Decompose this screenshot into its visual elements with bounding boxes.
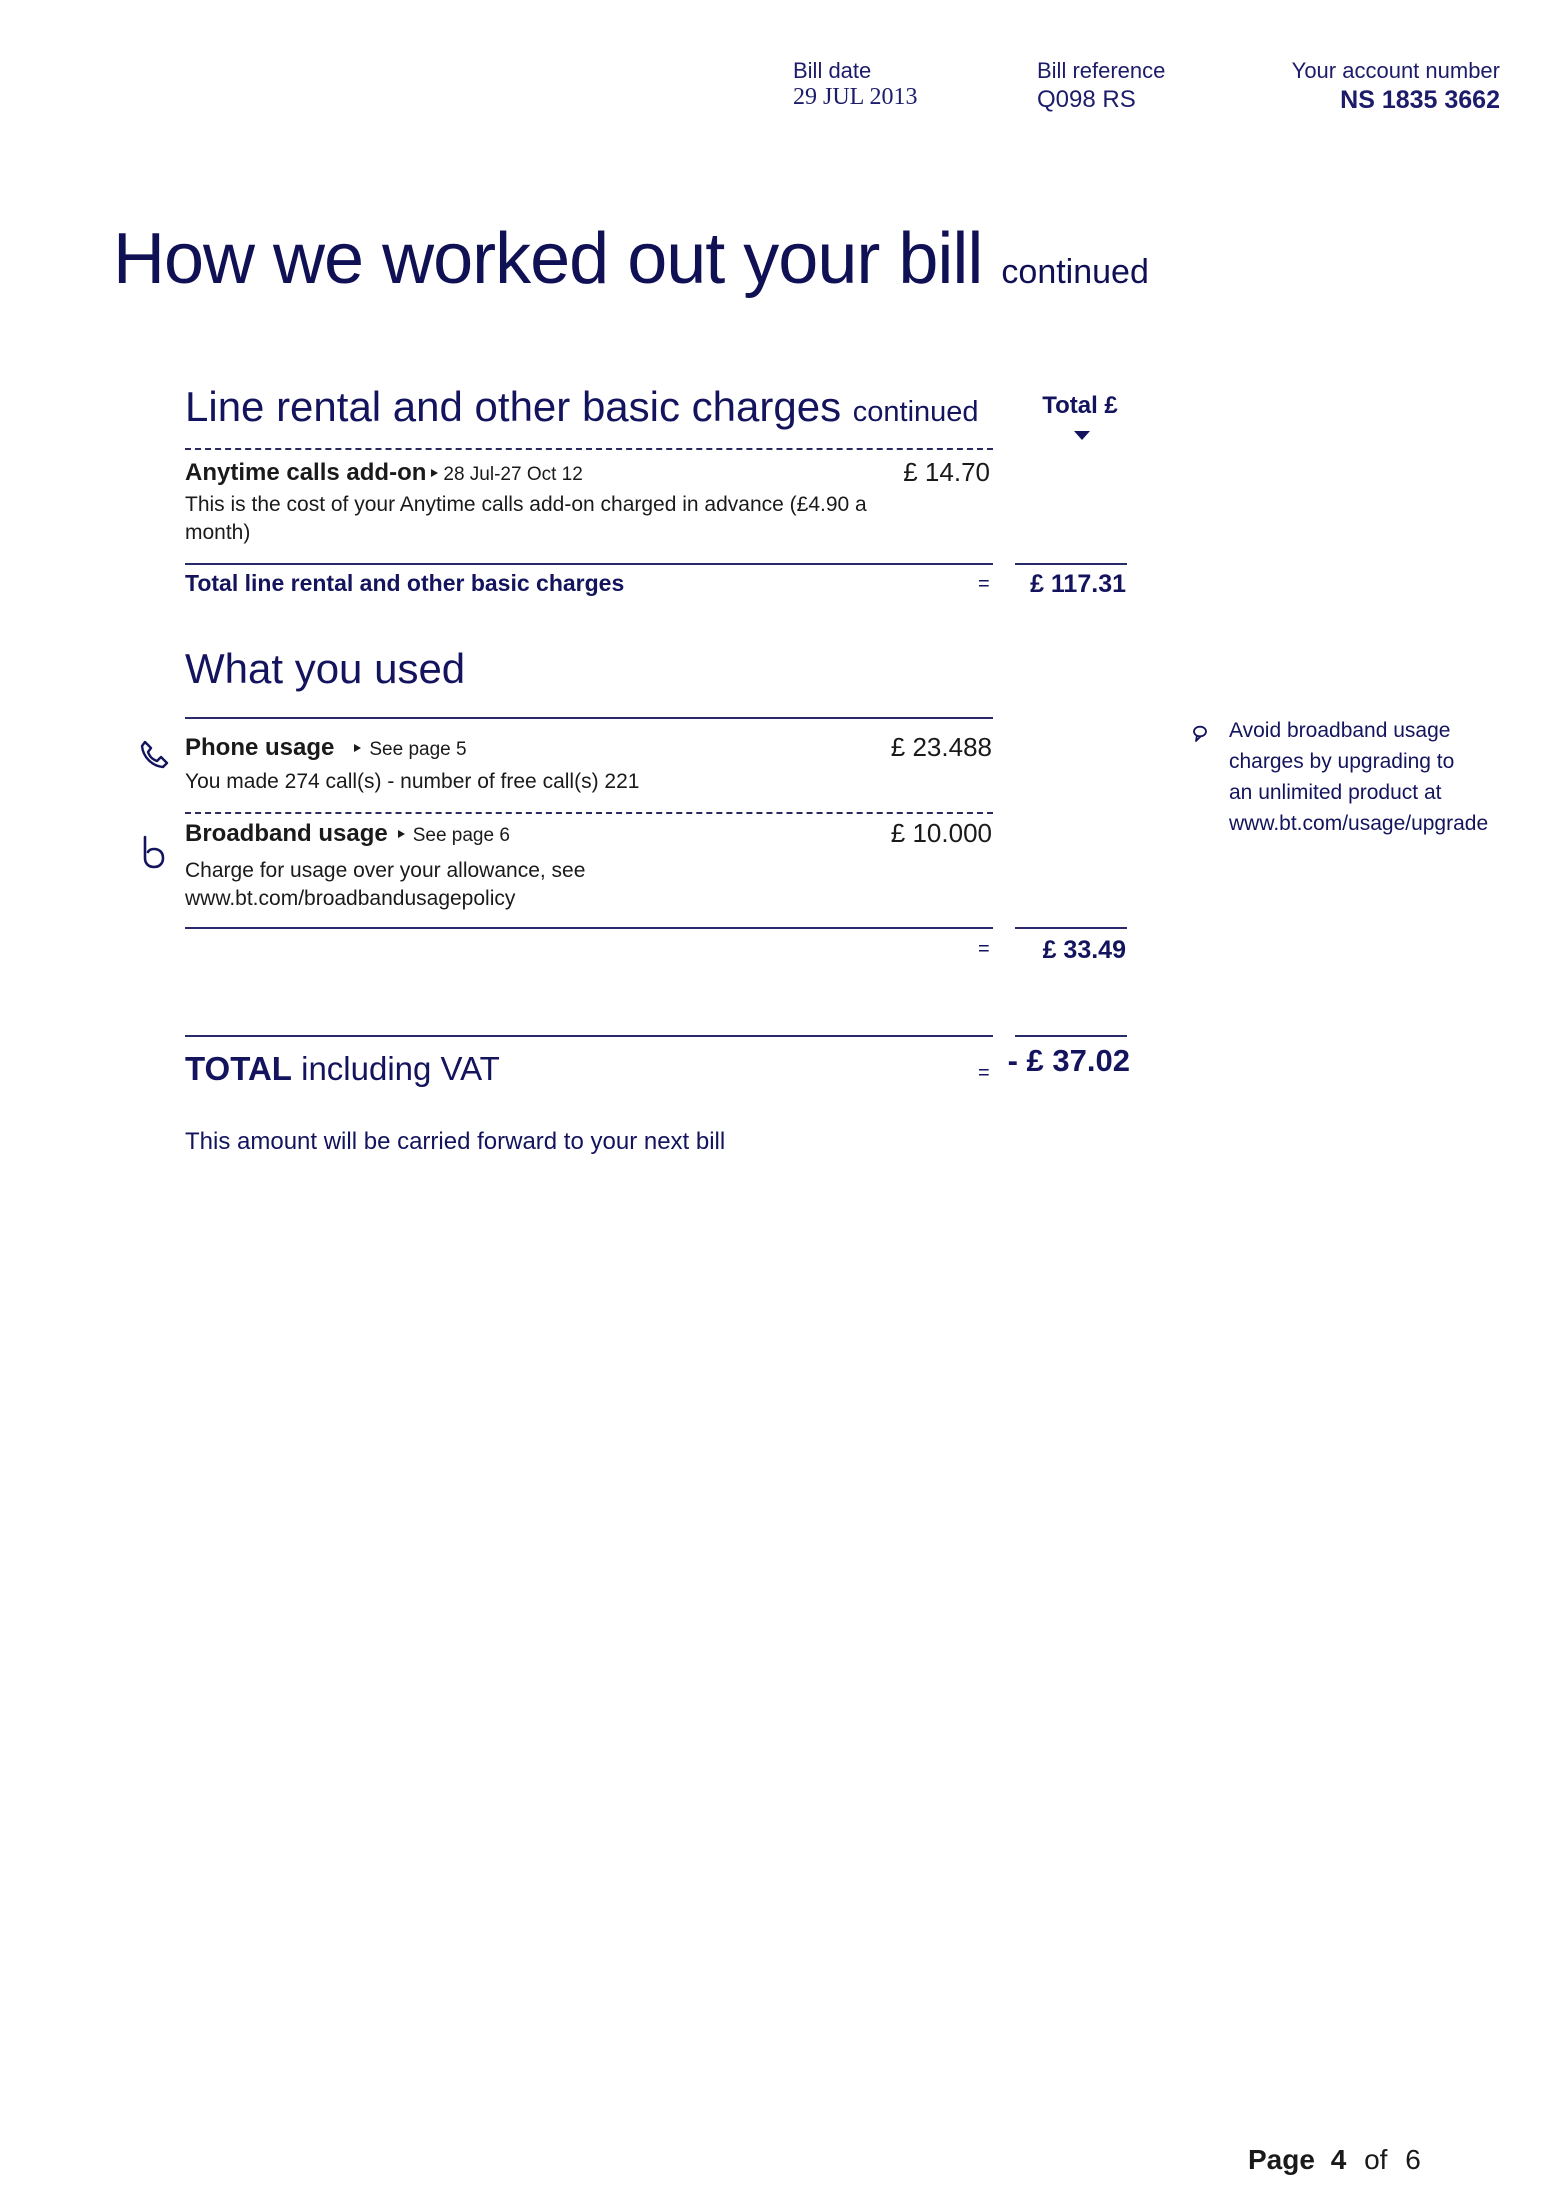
anytime-calls-period: 28 Jul-27 Oct 12	[443, 464, 583, 485]
side-note-line3: an unlimited product at	[1229, 781, 1442, 804]
broadband-usage-see-page: See page 6	[412, 825, 510, 846]
bill-date-block	[793, 58, 917, 111]
broadband-usage-description-line2: www.bt.com/broadbandusagepolicy	[185, 887, 516, 910]
section-divider	[185, 448, 993, 450]
grand-total-rule	[185, 1035, 993, 1037]
bill-date: 29 JUL 2013	[793, 84, 918, 110]
page-title-suffix: continued	[1001, 253, 1149, 291]
carry-forward-note: This amount will be carried forward to your next bill	[185, 1128, 726, 1155]
side-note-line4: www.bt.com/usage/upgrade	[1229, 812, 1489, 835]
page-total: 6	[1405, 2144, 1421, 2175]
account-number-block	[1292, 58, 1500, 115]
total-line-rental-label: Total line rental and other basic charges	[185, 570, 625, 596]
phone-usage-see-page: See page 5	[369, 739, 467, 760]
grand-total-amount: - £ 37.02	[1007, 1043, 1130, 1078]
line-rental-title	[185, 383, 979, 431]
arrow-right-icon	[431, 469, 438, 477]
arrow-right-icon	[354, 744, 361, 752]
usage-divider	[185, 717, 993, 719]
total-column-rule	[1015, 563, 1127, 565]
page-indicator	[1248, 2144, 1421, 2176]
usage-total-column-rule	[1015, 927, 1127, 929]
anytime-calls-amount: £ 14.70	[903, 457, 990, 487]
phone-icon	[138, 738, 170, 770]
account-number: NS 1835 3662	[1340, 86, 1500, 114]
grand-total-label-bold: TOTAL	[185, 1050, 292, 1087]
usage-total-rule	[185, 927, 993, 929]
phone-usage-amount: £ 23.488	[890, 732, 992, 762]
total-line-rental-equals: =	[978, 573, 990, 595]
side-note	[1229, 715, 1488, 839]
line-rental-title-suffix: continued	[852, 396, 979, 428]
broadband-icon	[140, 834, 168, 870]
page-title	[113, 218, 1149, 300]
grand-total-label-rest: including VAT	[301, 1050, 500, 1087]
line-rental-title-text: Line rental and other basic charges	[185, 383, 842, 430]
usage-item-divider	[185, 812, 993, 814]
bill-reference-block	[1037, 58, 1165, 114]
anytime-calls-title	[185, 459, 583, 487]
usage-total-amount: £ 33.49	[1042, 936, 1126, 964]
total-column-header: Total £	[1042, 392, 1118, 419]
broadband-usage-description-line1: Charge for usage over your allowance, see	[185, 859, 586, 882]
anytime-calls-name: Anytime calls add-on	[185, 459, 427, 486]
broadband-usage-amount: £ 10.000	[890, 818, 992, 848]
grand-total-equals: =	[978, 1062, 990, 1084]
broadband-usage-name: Broadband usage	[185, 820, 388, 847]
page-number: 4	[1330, 2144, 1347, 2175]
account-number-label: Your account number	[1291, 58, 1500, 83]
grand-total-column-rule	[1015, 1035, 1127, 1037]
page-title-text: How we worked out your bill	[113, 219, 983, 299]
page-label: Page	[1248, 2144, 1315, 2175]
total-line-rental-rule	[185, 563, 993, 565]
phone-usage-name: Phone usage	[185, 734, 335, 761]
side-note-line1: Avoid broadband usage	[1229, 719, 1451, 742]
grand-total-label	[185, 1050, 500, 1088]
broadband-usage-title	[185, 820, 510, 848]
caret-down-icon	[1074, 431, 1090, 440]
usage-total-equals: =	[978, 938, 990, 960]
usage-title: What you used	[185, 645, 466, 692]
of-label: of	[1364, 2144, 1388, 2175]
bill-reference: Q098 RS	[1037, 86, 1136, 113]
phone-usage-description: You made 274 call(s) - number of free call(s) 221	[185, 770, 640, 793]
broadband-usage-description	[185, 857, 585, 913]
arrow-right-icon	[398, 830, 405, 838]
side-note-line2: charges by upgrading to	[1229, 750, 1455, 773]
total-line-rental-amount: £ 117.31	[1030, 570, 1126, 598]
speech-bubble-icon	[1192, 725, 1208, 743]
phone-usage-title	[185, 734, 467, 762]
bill-date-label: Bill date	[793, 58, 872, 83]
anytime-calls-description: This is the cost of your Anytime calls add-on charged in advance (£4.90 a month)	[185, 493, 867, 544]
bill-reference-label: Bill reference	[1037, 58, 1166, 83]
